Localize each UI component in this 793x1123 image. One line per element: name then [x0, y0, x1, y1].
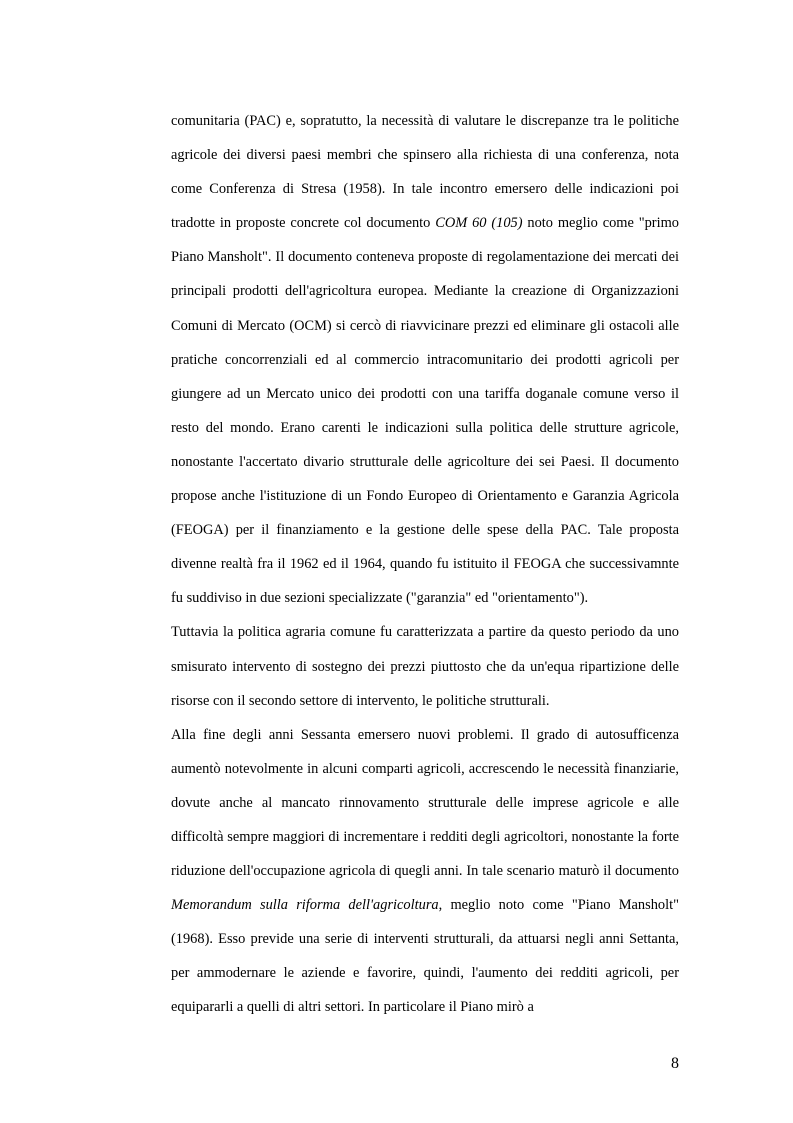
- paragraph-2-text: Tuttavia la politica agraria comune fu caratterizzata a partire da questo periodo da uno smisurato intervento di sostegno dei prezzi piuttosto che da un'equa ripartizione delle risorse con il secondo settore di intervento, le politiche strutturali.: [171, 624, 679, 709]
- paragraph-1-text-2: noto meglio come "primo Piano Mansholt". Il documento conteneva proposte di regolamentazione dei mercati dei principali prodotti dell'agricoltura europea. Mediante la creazione di Organizzazioni Comuni di Mercato (OCM) si cercò di riavvicinare prezzi ed eliminare gli ostacoli alle pratiche concorrenziali ed al commercio intracomunitario dei prodotti agricoli per giungere ad un Mercato unico dei prodotti con una tariffa doganale comune verso il resto del mondo. Erano carenti le indicazioni sulla politica delle strutture agricole, nonostante l'accertato divario strutturale delle agricolture dei sei Paesi. Il documento propose anche l'istituzione di un Fondo Europeo di Orientamento e Garanzia Agricola (FEOGA) per il finanziamento e la gestione delle spese della PAC. Tale proposta divenne realtà fra il 1962 ed il 1964, quando fu istituito il FEOGA che successivamnte fu suddiviso in due sezioni specializzate ("garanzia" ed "orientamento").: [171, 215, 679, 607]
- paragraph-2: [171, 615, 679, 717]
- paragraph-1-text-1: comunitaria (PAC) e, sopratutto, la necessità di valutare le discrepanze tra le politiche agricole dei diversi paesi membri che spinsero alla richiesta di una conferenza, nota come Conferenza di Stresa (1958). In tale incontro emersero delle indicazioni poi tradotte in proposte concrete col documento: [171, 113, 679, 232]
- body-text: [171, 104, 679, 1025]
- paragraph-1-document-reference: COM 60 (105): [435, 215, 523, 232]
- paragraph-3-document-title: Memorandum sulla riforma dell'agricoltura: [171, 897, 439, 914]
- paragraph-3-text-2: , meglio noto come "Piano Mansholt" (1968). Esso previde una serie di interventi strutturali, da attuarsi negli anni Settanta, per ammodernare le aziende e favorire, quindi, l'aumento dei redditi agricoli, per equipararli a quelli di altri settori. In particolare il Piano mirò a: [171, 897, 679, 1016]
- paragraph-1: [171, 104, 679, 615]
- paragraph-3: [171, 718, 679, 1025]
- page-number: 8: [671, 1055, 679, 1072]
- paragraph-3-text-1: Alla fine degli anni Sessanta emersero nuovi problemi. Il grado di autosufficenza aumentò notevolmente in alcuni comparti agricoli, accrescendo le necessità finanziarie, dovute anche al mancato rinnovamento strutturale delle imprese agricole e alle difficoltà sempre maggiori di incrementare i redditi degli agricoltori, nonostante la forte riduzione dell'occupazione agricola di quegli anni. In tale scenario maturò il documento: [171, 726, 679, 880]
